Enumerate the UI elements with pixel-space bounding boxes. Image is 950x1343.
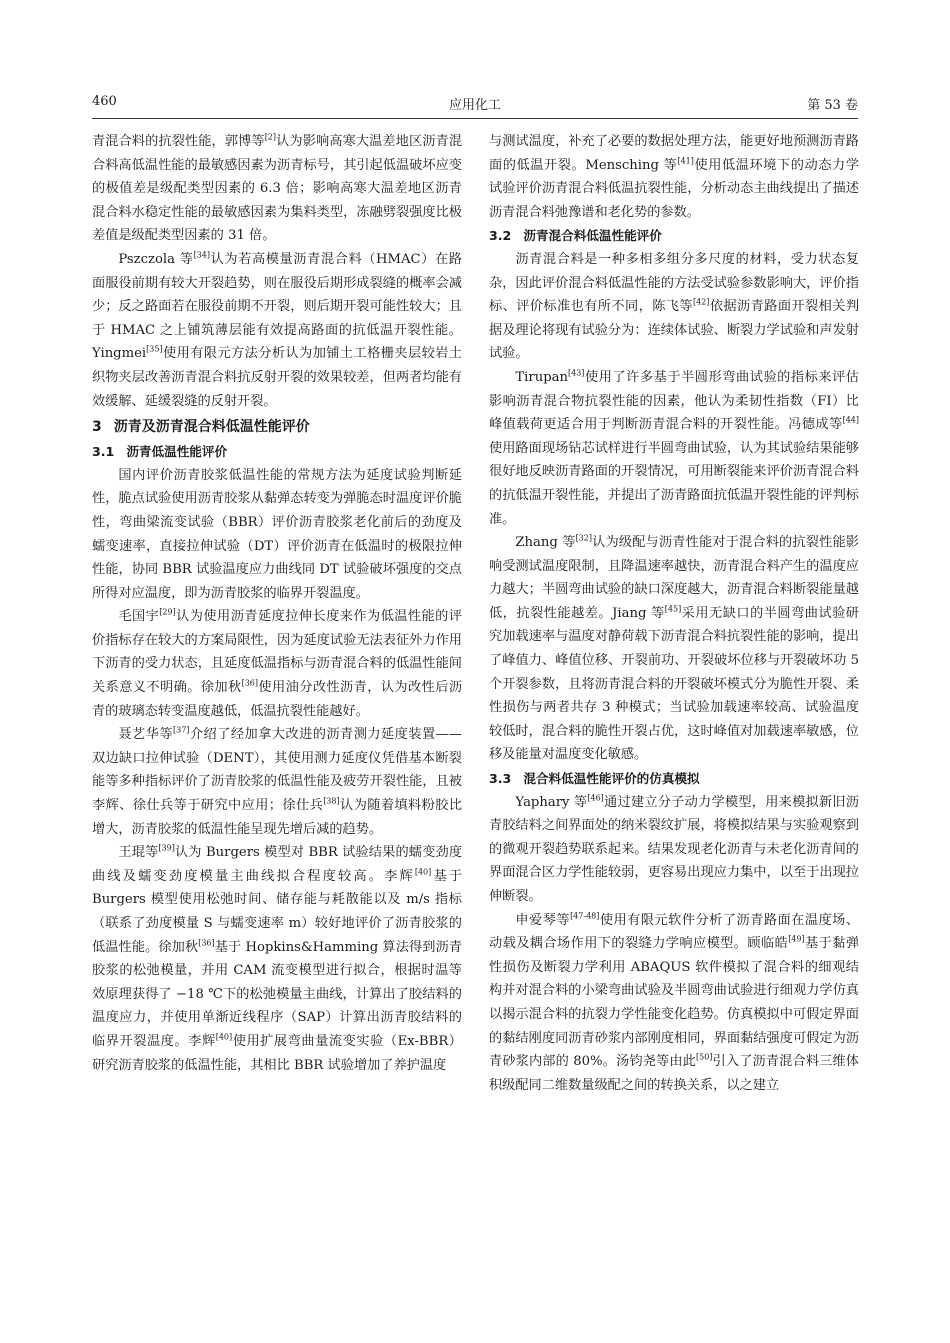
heading-number: 3.1	[92, 444, 115, 460]
volume-label: 第 53 卷	[807, 98, 858, 113]
citation-ref: [36]	[241, 678, 259, 688]
paragraph-text: 采用无缺口的半圆弯曲试验研究加载速率与温度对静荷载下沥青混合料抗裂性能的影响，提出了峰值力、峰值位移、开裂前功、开裂破坏位移与开裂破坏功 5 个开裂参数，且将沥青混合料的开裂破坏模式分为脆性开裂、柔性损伤与两者共存 3 种模式；当试验加载速率较高、试验温度较低时，混合料的脆性开裂占优，这时峰值对加载速率敏感，位移及能量对温度变化敏感。	[489, 605, 859, 763]
citation-ref: [36]	[198, 938, 215, 948]
heading-number: 3	[92, 419, 102, 436]
heading-text: 混合料低温性能评价的仿真模拟	[523, 771, 700, 787]
left-column	[92, 130, 462, 1077]
citation-ref: [38]	[323, 796, 340, 806]
heading-text: 沥青混合料低温性能评价	[523, 228, 662, 244]
paragraph-text: 引入了沥青混合料三维体积级配同二维数量级配之间的转换关系，以之建立	[489, 1054, 859, 1093]
citation-ref: [39]	[158, 843, 175, 853]
citation-ref: [49]	[788, 934, 805, 944]
paragraph-text: 认为随着填料粉胶比增大，沥青胶浆的低温性能呈现先增后减的趋势。	[92, 798, 463, 837]
section-heading	[92, 415, 462, 440]
paragraph-text: Yaphary 等	[515, 794, 588, 810]
page-header	[92, 94, 858, 118]
right-column	[489, 130, 859, 1097]
paragraph	[489, 130, 859, 224]
paragraph-text: 聂艺华等	[118, 727, 173, 743]
paragraph-text: Tirupan	[515, 369, 568, 385]
paragraph-text: 基于 Hopkins&Hamming 算法得到沥青胶浆的松弛模量，并用 CAM 流变模型进行拟合，根据时温等效原理获得了 −18 ℃下的松弛模量主曲线，计算出了胶结料的温度应力，并使用单渐近线程序（SAP）计算出沥青胶结料的临界开裂温度。李辉	[92, 939, 463, 1049]
citation-ref: [29]	[159, 607, 176, 617]
paragraph-text: 认为级配与沥青性能对于混合料的抗裂性能影响受测试温度限制，且降温速率越快，沥青混合料产生的温度应力越大；半圆弯曲试验的缺口深度越大，沥青混合料断裂能量越低，抗裂性能越差。Jiang 等	[489, 535, 859, 621]
paragraph-text: 认为使用沥青延度拉伸长度来作为低温性能的评价指标存在较大的方案局限性，因为延度试验无法表征外力作用下沥青的受力状态，且延度低温指标与沥青混合料的低温性能间关系意义不明确。徐加秋	[92, 609, 463, 696]
heading-text: 沥青低温性能评价	[126, 444, 228, 460]
subsection-heading	[489, 224, 859, 248]
heading-number: 3.2	[489, 228, 512, 244]
heading-number: 3.3	[489, 771, 512, 787]
paragraph-text: 依据沥青路面开裂相关判据及理论将现有试验分为：连续体试验、断裂力学试验和声发射试验。	[489, 299, 860, 362]
paragraph-text: 基于 Burgers 模型使用松弛时间、储存能与耗散能以及 m/s 指标（联系了劲度模量 S 与蠕变速率 m）较好地评价了沥青胶浆的低温性能。徐加秋	[92, 868, 463, 955]
paragraph-text: 使用油分改性沥青，认为改性后沥青的玻璃态转变温度越低，低温抗裂性能越好。	[92, 680, 463, 719]
paragraph	[92, 605, 462, 723]
citation-ref: [37]	[173, 725, 190, 735]
paragraph-text: 使用扩展弯曲量流变实验（Ex-BBR）研究沥青胶浆的低温性能，其相比 BBR 试验增加了养护温度	[92, 1033, 462, 1073]
citation-ref: [47-48]	[570, 911, 600, 921]
paragraph-text: 使用路面现场钻芯试样进行半圆弯曲试验，认为其试验结果能够很好地反映沥青路面的开裂情况，可用断裂能来评价沥青混合料的抗低温开裂性能，并提出了沥青路面抗低温开裂性能的评判标准。	[489, 440, 859, 527]
header-rule	[92, 118, 858, 119]
paragraph-text: 认为影响高寒大温差地区沥青混合料高低温性能的最敏感因素为沥青标号，其引起低温破坏应变的极值差是级配类型因素的 6.3 倍；影响高寒大温差地区沥青混合料水稳定性能的最敏感因素为集料类型，冻融劈裂强度比极差值是级配类型因素的 31 倍。	[92, 134, 463, 244]
paragraph	[92, 464, 462, 606]
paragraph-text: 沥青混合料是一种多相多组分多尺度的材料，受力状态复杂，因此评价混合料低温性能的方法受试验参数影响大，评价指标、评价标准也有所不同，陈飞等	[489, 251, 859, 315]
paragraph	[92, 130, 462, 248]
citation-ref: [41]	[677, 156, 694, 166]
citation-ref: [32]	[575, 533, 592, 543]
citation-ref: [2]	[264, 132, 277, 142]
paragraph	[92, 723, 462, 841]
citation-ref: [40]	[215, 1032, 233, 1042]
paragraph-text: 使用低温环境下的动态力学试验评价沥青混合料低温抗裂性能，分析动态主曲线提出了描述沥青混合料弛豫谱和老化势的参数。	[489, 157, 859, 220]
paragraph-text: 通过建立分子动力学模型，用来模拟新旧沥青胶结料之间界面处的纳米裂纹扩展，将模拟结果与实验观察到的微观开裂趋势联系起来。结果发现老化沥青与未老化沥青间的界面混合区力学性能较弱，更容易出现应力集中，以至于出现拉伸断裂。	[489, 794, 859, 904]
heading-text: 沥青及沥青混合料低温性能评价	[113, 419, 310, 436]
citation-ref: [35]	[146, 344, 163, 354]
paragraph-text: 使用有限元方法分析认为加铺土工格栅夹层较岩土织物夹层改善沥青混合料抗反射开裂的效果较差，但两者均能有效缓解、延缓裂缝的反射开裂。	[92, 346, 462, 409]
paragraph-text: 王琨等	[118, 845, 159, 861]
citation-ref: [46]	[587, 793, 604, 803]
paragraph-text: Zhang 等	[515, 535, 576, 551]
paragraph-text: 青混合料的抗裂性能，郭博等	[92, 134, 265, 149]
subsection-heading	[489, 767, 859, 791]
paragraph-text: 基于黏弹性损伤及断裂力学利用 ABAQUS 软件模拟了混合料的细观结构并对混合料的小梁弯曲试验及半圆弯曲试验进行细观力学仿真以揭示混合料的抗裂力学性能变化趋势。仿真模拟中可假定界面的黏结刚度同沥青砂浆内部刚度相同，界面黏结强度可假定为沥青砂浆内部的 80%。汤钧尧等由此	[489, 936, 860, 1070]
paragraph-text: 认为 Burgers 模型对 BBR 试验结果的蠕变劲度曲线及蠕变劲度模量主曲线拟合程度较高。李辉	[92, 845, 463, 884]
paragraph	[489, 909, 859, 1098]
citation-ref: [45]	[664, 604, 682, 614]
paragraph-text: 国内评价沥青胶浆低温性能的常规方法为延度试验判断延性，脆点试验使用沥青胶浆从黏弹态转变为弹脆态时温度评价脆性，弯曲梁流变试验（BBR）评价沥青胶浆老化前后的劲度及蠕变速率，直接拉伸试验（DT）评价沥青在低温时的极限拉伸性能，协同 BBR 试验温度应力曲线同 DT 试验破坏强度的交点所得对应温度，即为沥青胶浆的临界开裂温度。	[92, 467, 462, 601]
citation-ref: [34]	[193, 250, 210, 260]
citation-ref: [44]	[842, 415, 859, 425]
citation-ref: [40]	[414, 867, 432, 877]
paragraph-text: Pszczola 等	[118, 251, 194, 267]
paragraph-text: 申爱琴等	[515, 912, 571, 928]
citation-ref: [50]	[696, 1052, 713, 1062]
paragraph-text: 毛国宇	[118, 609, 160, 625]
paragraph	[489, 791, 859, 909]
paragraph-text: 介绍了经加拿大改进的沥青测力延度装置——双边缺口拉伸试验（DENT），其使用测力延度仪凭借基本断裂能等多种指标评价了沥青胶浆的低温性能及疲劳开裂性能，且被李辉、徐仕兵等于研究中应用；徐仕兵	[92, 727, 462, 814]
paragraph-text: 认为若高模量沥青混合料（HMAC）在路面服役前期有较大开裂趋势，则在服役后期形成裂缝的概率会减少；反之路面若在服役前期不开裂，则后期开裂可能性较大；且于 HMAC 之上铺筑薄层能有效提高路面的抗低温开裂性能。Yingmei	[92, 251, 462, 362]
paragraph	[92, 248, 462, 413]
paragraph-text: 使用有限元软件分析了沥青路面在温度场、动载及耦合场作用下的裂缝力学响应模型。顾临皓	[489, 912, 860, 952]
page-number: 460	[92, 94, 117, 109]
paragraph	[489, 531, 859, 767]
paragraph	[489, 248, 859, 366]
paragraph	[92, 841, 462, 1077]
subsection-heading	[92, 440, 462, 464]
journal-title: 应用化工	[448, 98, 501, 113]
citation-ref: [43]	[568, 368, 585, 378]
paragraph-text: 与测试温度，补充了必要的数据处理方法，能更好地预测沥青路面的低温开裂。Mensching 等	[489, 134, 859, 173]
paragraph-text: 使用了许多基于半圆形弯曲试验的指标来评估影响沥青混合物抗裂性能的因素，他认为柔韧性指数（FI）比峰值载荷更适合用于判断沥青混合料的开裂性能。冯德成等	[489, 369, 859, 433]
paragraph	[489, 366, 859, 531]
citation-ref: [42]	[693, 297, 710, 307]
